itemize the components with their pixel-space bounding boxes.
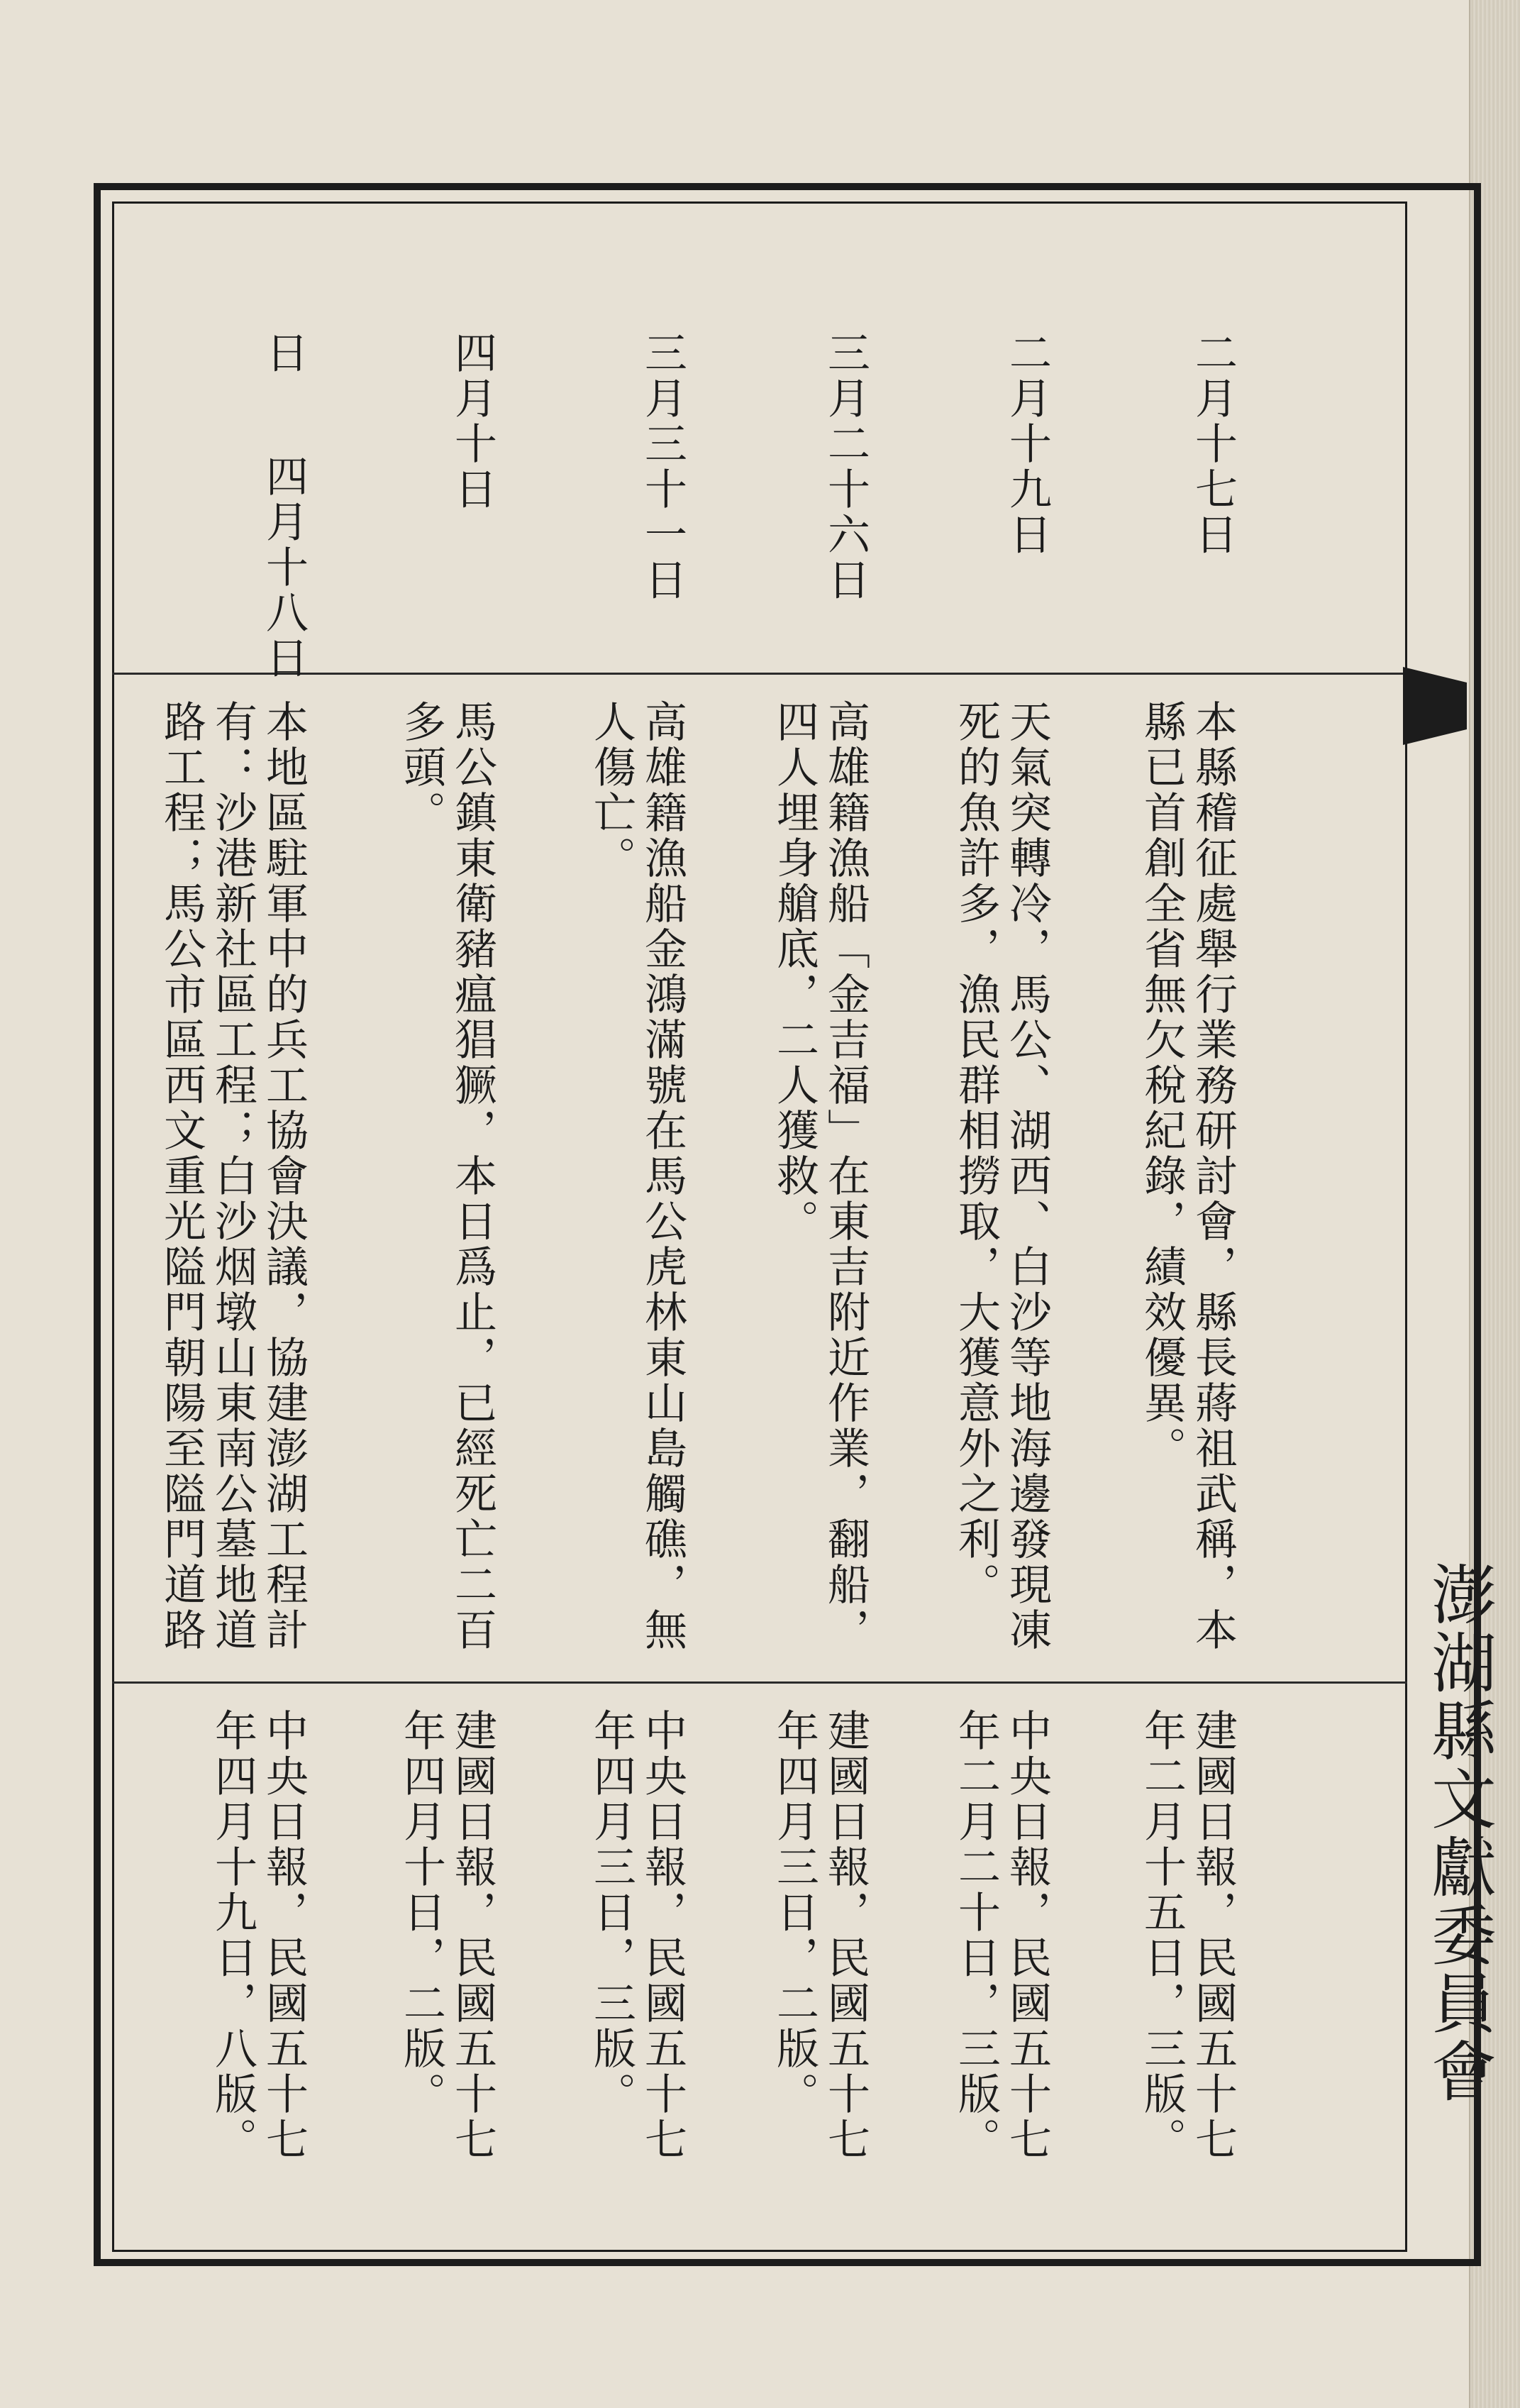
entry-event-line: 縣已首創全省無欠稅紀錄，績效優異。 — [1137, 700, 1187, 1471]
entry-source-line: 中央日報，民國五十七 — [259, 1708, 309, 2163]
entry-event-line: 馬公鎮東衛豬瘟猖獗，本日爲止，已經死亡二百 — [448, 700, 497, 1653]
entry-event-line: 路工程；馬公市區西文重光隘門朝陽至隘門道路 — [157, 700, 206, 1653]
entry-event-line: 四人埋身艙底，二人獲救。 — [770, 700, 819, 1244]
entry-event-line: 高雄籍漁船「金吉福」在東吉附近作業，翻船， — [821, 700, 870, 1653]
entry-event-line: 本地區駐軍中的兵工協會決議，協建澎湖工程計 — [259, 700, 309, 1653]
entry-source-line: 年四月十日，二版。 — [396, 1708, 446, 2117]
entry-source-line: 年四月三日，二版。 — [770, 1708, 819, 2117]
entry-source-line: 建國日報，民國五十七 — [1188, 1708, 1238, 2163]
entry-date: 三月三十一日 — [638, 331, 687, 603]
entry-source-line: 建國日報，民國五十七 — [448, 1708, 497, 2163]
entry-event-line: 死的魚許多，漁民群相撈取，大獲意外之利。 — [951, 700, 1001, 1608]
entry-source-line: 年二月二十日，三版。 — [951, 1708, 1001, 2163]
entry-date: 四月十八日 — [259, 454, 309, 681]
entry-event-line: 高雄籍漁船金鴻滿號在馬公虎林東山島觸礁，無 — [638, 700, 687, 1653]
entry-date: 二月十七日 — [1188, 331, 1238, 558]
entry-source-line: 中央日報，民國五十七 — [638, 1708, 687, 2163]
entry-event-line: 有：沙港新社區工程；白沙烟墩山東南公墓地道 — [208, 700, 257, 1653]
entry-source-line: 年二月十五日，三版。 — [1137, 1708, 1187, 2163]
entry-event-line: 多頭。 — [396, 700, 446, 836]
entry-date: 二月十九日 — [1002, 331, 1052, 558]
entry-source-line: 中央日報，民國五十七 — [1002, 1708, 1052, 2163]
entry-date: 三月二十六日 — [821, 331, 870, 603]
entry-source-line: 年四月三日，三版。 — [587, 1708, 636, 2117]
entry-event-line: 本縣稽征處舉行業務研討會，縣長蔣祖武稱，本 — [1188, 700, 1238, 1653]
entry-source-line: 建國日報，民國五十七 — [821, 1708, 870, 2163]
entry-event-line: 天氣突轉冷，馬公、湖西、白沙等地海邊發現凍 — [1002, 700, 1052, 1653]
section-divider-bottom — [112, 1681, 1407, 1684]
entry-source-line: 年四月十九日，八版。 — [208, 1708, 257, 2163]
publisher-title: 澎湖縣文獻委員會 — [1421, 1561, 1497, 2106]
date-column-header: 日 — [259, 331, 309, 376]
entry-date: 四月十日 — [448, 331, 497, 512]
entry-event-line: 人傷亡。 — [587, 700, 636, 881]
